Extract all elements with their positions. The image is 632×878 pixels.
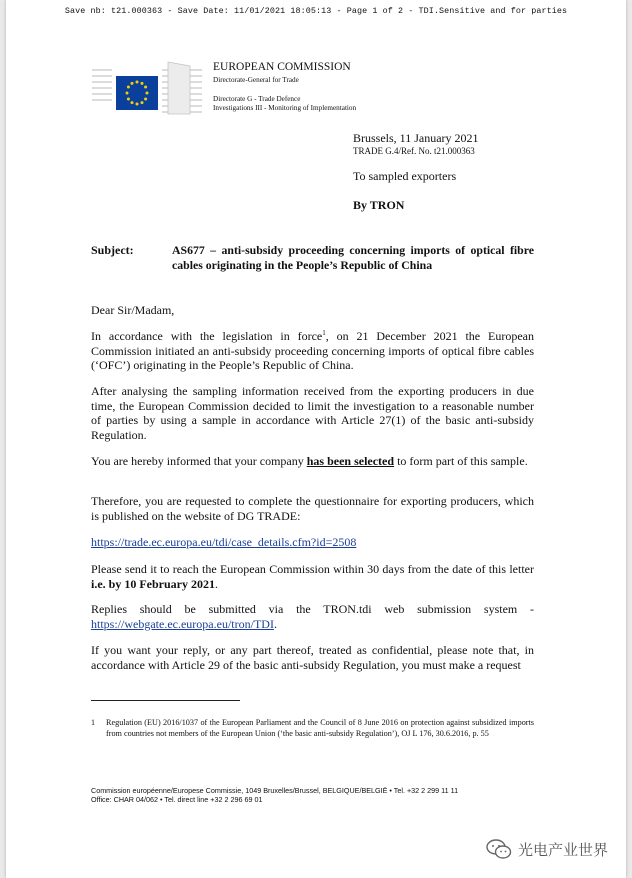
footnote-divider	[91, 700, 240, 701]
reference-number: TRADE G.4/Ref. No. t21.000363	[353, 146, 475, 156]
questionnaire-link[interactable]: https://trade.ec.europa.eu/tdi/case_details.cfm?id=2508	[91, 535, 357, 549]
eu-commission-logo	[90, 60, 206, 116]
subject-label: Subject:	[91, 243, 134, 257]
p5-text: Please send it to reach the European Commission within 30 days from the date of this letter	[91, 562, 534, 576]
watermark-text: 光电产业世界	[518, 840, 609, 859]
watermark	[486, 834, 608, 864]
p3-text: You are hereby informed that your company	[91, 454, 307, 468]
paragraph-questionnaire: Therefore, you are requested to complete the questionnaire for exporting producers, which is published on the website of DG TRADE:	[91, 494, 534, 523]
footnote-number: 1	[91, 718, 95, 727]
selected-emphasis: has been selected	[306, 454, 395, 468]
subject-text: AS677 – anti-subsidy proceeding concerning imports of optical fibre cables originating in the People’s Republic of China	[172, 243, 534, 272]
tron-link[interactable]: https://webgate.ec.europa.eu/tron/TDI	[91, 616, 274, 631]
paragraph-sampling: After analysing the sampling information received from the exporting producers in due time, the European Commission decided to limit the investigation to a reasonable number of parties by using a sample in accordance with Article 27(1) of the basic anti-subsidy Regulation.	[91, 384, 534, 442]
deadline-date: i.e. by 10 February 2021	[91, 576, 215, 591]
wechat-icon	[486, 838, 512, 860]
p5-text-cont: .	[215, 576, 218, 591]
footer-address: Commission européenne/Europese Commissie, 1049 Bruxelles/Brussel, BELGIQUE/BELGIË • Tel. +32 2 299 11 11	[91, 786, 459, 795]
paragraph-selected	[91, 454, 534, 469]
place-date: Brussels, 11 January 2021	[353, 131, 479, 145]
p1-text-cont: , on 21 December 2021 the European Commission initiated an anti-subsidy proceeding concerning imports of optical fibre cables (‘OFC’) originating in the People’s Republic of China.	[91, 329, 534, 373]
recipient: To sampled exporters	[353, 169, 457, 183]
organization-name: EUROPEAN COMMISSION	[213, 61, 351, 73]
unit: Investigations III - Monitoring of Implementation	[213, 104, 357, 112]
delivery-method: By TRON	[353, 198, 405, 212]
letter-page	[6, 0, 626, 878]
paragraph-deadline	[91, 562, 534, 591]
paragraph-confidential: If you want your reply, or any part thereof, treated as confidential, please note that, in accordance with Article 29 of the basic anti-subsidy Regulation, you must make a request	[91, 643, 534, 672]
paragraph-submission	[91, 602, 534, 631]
directorate: Directorate G - Trade Defence	[213, 95, 301, 103]
salutation: Dear Sir/Madam,	[91, 303, 175, 317]
footnote-ref: 1	[322, 329, 326, 337]
footnote-text: Regulation (EU) 2016/1037 of the European Parliament and the Council of 8 June 2016 on protection against subsidized imports from countries not members of the European Union (‘the basic anti-subsidy Regulation’), OJ L 176, 30.6.2016, p. 55	[106, 718, 534, 738]
p6-text: Replies should be submitted via the TRON.tdi web submission system -	[91, 602, 534, 616]
directorate-block	[213, 95, 356, 113]
paragraph-initiation	[91, 329, 534, 373]
p1-text: In accordance with the legislation in force	[91, 329, 323, 343]
header-stamp: Save nb: t21.000363 - Save Date: 11/01/2021 18:05:13 - Page 1 of 2 - TDI.Sensitive and for parties	[64, 6, 568, 16]
footer-office: Office: CHAR 04/062 • Tel. direct line +32 2 296 69 01	[91, 795, 263, 805]
p6-text-cont: .	[273, 616, 277, 631]
p3-text-cont: to form part of this sample.	[394, 454, 528, 468]
page-footer	[91, 786, 551, 804]
directorate-general: Directorate-General for Trade	[213, 76, 299, 84]
questionnaire-link-line	[91, 535, 534, 550]
